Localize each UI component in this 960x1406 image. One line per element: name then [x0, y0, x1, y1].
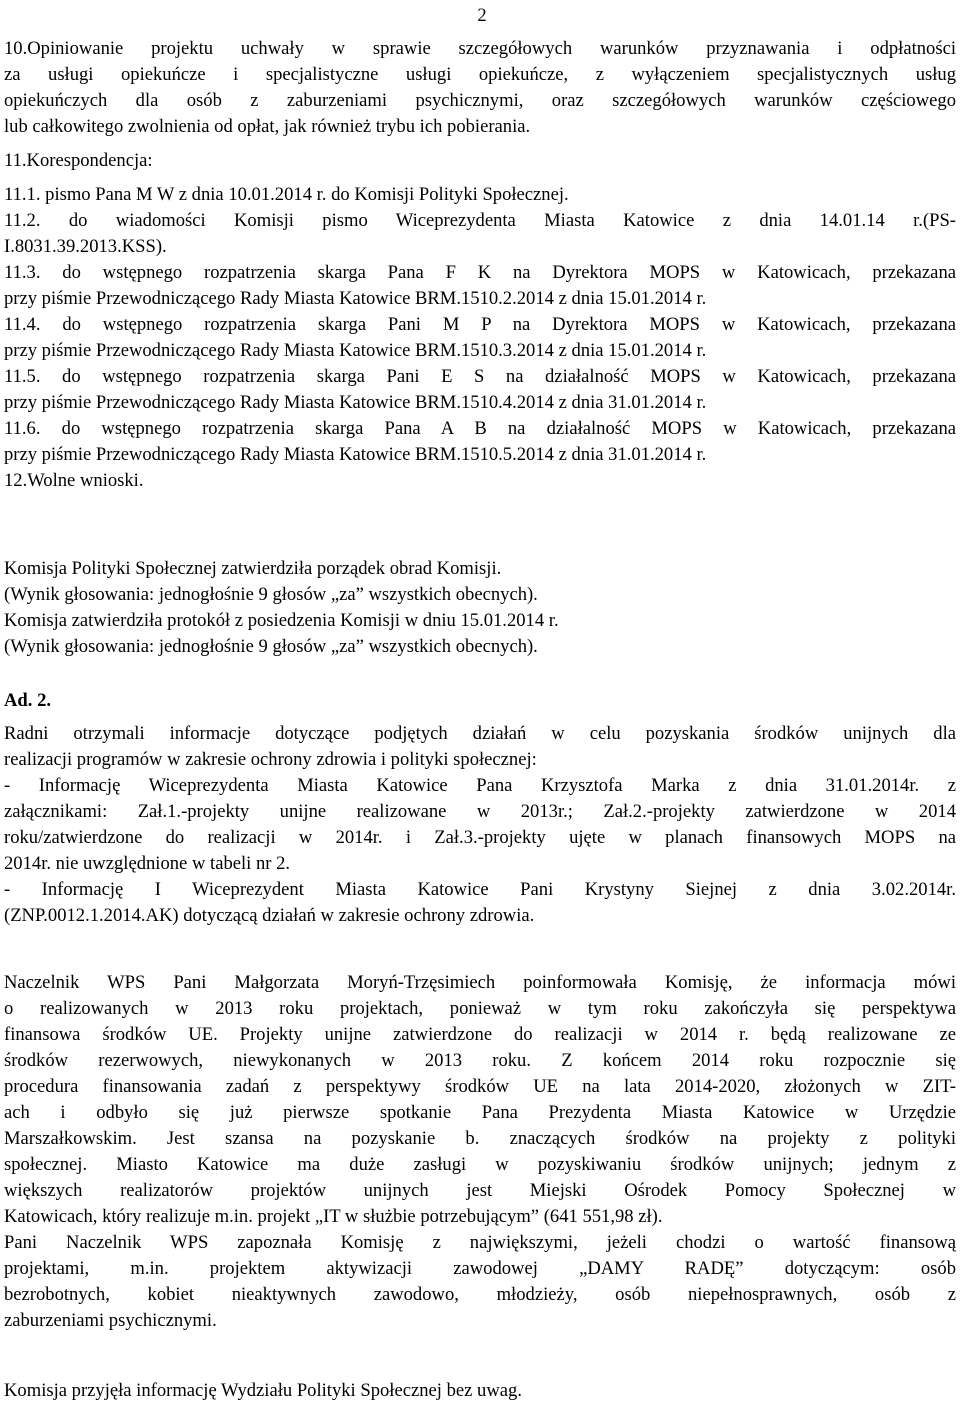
text-line: bezrobotnych, kobiet nieaktywnych zawodowo, młodzieży, osób niepełnosprawnych, osób z	[4, 1284, 956, 1305]
text-line: I.8031.39.2013.KSS).	[4, 236, 167, 257]
text-line: 11.2. do wiadomości Komisji pismo Wiceprezydenta Miasta Katowice z dnia 14.01.14 r.(PS-	[4, 210, 956, 231]
text-line: Marszałkowskim. Jest szansa na pozyskanie b. znaczących środków na projekty z polityki	[4, 1128, 956, 1149]
text-line: 11.5. do wstępnego rozpatrzenia skarga Pani E S na działalność MOPS w Katowicach, przekazana	[4, 366, 956, 387]
text-line: społecznej. Miasto Katowice ma duże zasługi w pozyskiwaniu środków unijnych; jednym z	[4, 1154, 956, 1175]
text-line: 10.Opiniowanie projektu uchwały w sprawie szczegółowych warunków przyznawania i odpłatności	[4, 38, 956, 59]
text-line: załącznikami: Zał.1.-projekty unijne realizowane w 2013r.; Zał.2.-projekty zatwierdzone w 2014	[4, 801, 956, 822]
agenda-item-12: 12.Wolne wnioski.	[4, 470, 144, 491]
text-line: za usługi opiekuńcze i specjalistyczne usługi opiekuńcze, z wyłączeniem specjalistycznych usług	[4, 64, 956, 85]
text-line: Pani Naczelnik WPS zapoznała Komisję z największymi, jeżeli chodzi o wartość finansową	[4, 1232, 956, 1253]
text-line: finansowa środków UE. Projekty unijne zatwierdzone do realizacji w 2014 r. będą realizowane ze	[4, 1024, 956, 1045]
text-line: 11.3. do wstępnego rozpatrzenia skarga Pana F K na Dyrektora MOPS w Katowicach, przekazana	[4, 262, 956, 283]
agenda-item-11-2	[4, 208, 956, 260]
text-line: Katowicach, który realizuje m.in. projekt „IT w służbie potrzebującym” (641 551,98 zł).	[4, 1206, 663, 1227]
text-line: przy piśmie Przewodniczącego Rady Miasta Katowice BRM.1510.4.2014 z dnia 31.01.2014 r.	[4, 392, 707, 413]
section-heading-text: Ad. 2.	[4, 690, 52, 711]
agenda-list	[4, 36, 956, 494]
agenda-item-10	[4, 36, 956, 140]
text-line: - Informację Wiceprezydenta Miasta Katowice Pana Krzysztofa Marka z dnia 31.01.2014r. z	[4, 775, 956, 796]
agenda-item-11-3	[4, 260, 956, 312]
text-line: (ZNP.0012.1.2014.AK) dotyczącą działań w zakresie ochrony zdrowia.	[4, 905, 535, 926]
closing-paragraph	[4, 1378, 956, 1404]
text-line: Naczelnik WPS Pani Małgorzata Moryń-Trzęsimiech poinformowała Komisję, że informacja mówi	[4, 972, 956, 993]
text-line: Radni otrzymali informacje dotyczące podjętych działań w celu pozyskania środków unijnych dla	[4, 723, 956, 744]
text-line: przy piśmie Przewodniczącego Rady Miasta Katowice BRM.1510.2.2014 z dnia 15.01.2014 r.	[4, 288, 707, 309]
text-line: realizacji programów w zakresie ochrony zdrowia i polityki społecznej:	[4, 749, 537, 770]
text-line: (Wynik głosowania: jednogłośnie 9 głosów „za” wszystkich obecnych).	[4, 584, 538, 605]
text-line: projektami, m.in. projektem aktywizacji zawodowej „DAMY RADĘ” dotyczącym: osób	[4, 1258, 956, 1279]
text-line: środków rezerwowych, niewykonanych w 2013 roku. Z końcem 2014 roku rozpocznie się	[4, 1050, 956, 1071]
text-line: o realizowanych w 2013 roku projektach, ponieważ w tym roku zakończyła się perspektywa	[4, 998, 956, 1019]
text-line: Komisja zatwierdziła protokół z posiedzenia Komisji w dniu 15.01.2014 r.	[4, 610, 559, 631]
text-line: (Wynik głosowania: jednogłośnie 9 głosów „za” wszystkich obecnych).	[4, 636, 538, 657]
info-paragraph	[4, 721, 956, 929]
agenda-item-11-5	[4, 364, 956, 416]
text-line: lub całkowitego zwolnienia od opłat, jak również trybu ich pobierania.	[4, 116, 531, 137]
text-line: roku/zatwierdzone do realizacji w 2014r. i Zał.3.-projekty ujęte w planach finansowych MOPS na	[4, 827, 956, 848]
text-line: - Informację I Wiceprezydent Miasta Katowice Pani Krystyny Siejnej z dnia 3.02.2014r.	[4, 879, 956, 900]
text-line: większych realizatorów projektów unijnych jest Miejski Ośrodek Pomocy Społecznej w	[4, 1180, 956, 1201]
text-line: opiekuńczych dla osób z zaburzeniami psychicznymi, oraz szczegółowych warunków częściowego	[4, 90, 956, 111]
text-line: przy piśmie Przewodniczącego Rady Miasta Katowice BRM.1510.5.2014 z dnia 31.01.2014 r.	[4, 444, 707, 465]
page-number: 2	[477, 5, 487, 26]
approval-block	[4, 556, 956, 660]
agenda-item-11-6	[4, 416, 956, 468]
text-line: zaburzeniami psychicznymi.	[4, 1310, 217, 1331]
text-line: 11.4. do wstępnego rozpatrzenia skarga Pani M P na Dyrektora MOPS w Katowicach, przekazana	[4, 314, 956, 335]
naczelnik-paragraph	[4, 970, 956, 1334]
section-heading	[4, 688, 956, 714]
text-line: procedura finansowania zadań z perspektywy środków UE na lata 2014-2020, złożonych w ZIT-	[4, 1076, 956, 1097]
text-line: Komisja przyjęła informację Wydziału Polityki Społecznej bez uwag.	[4, 1380, 522, 1401]
text-line: Komisja Polityki Społecznej zatwierdziła porządek obrad Komisji.	[4, 558, 502, 579]
text-line: ach i odbyło się już pierwsze spotkanie Pana Prezydenta Miasta Katowice w Urzędzie	[4, 1102, 956, 1123]
text-line: przy piśmie Przewodniczącego Rady Miasta Katowice BRM.1510.3.2014 z dnia 15.01.2014 r.	[4, 340, 707, 361]
agenda-item-11-1: 11.1. pismo Pana M W z dnia 10.01.2014 r. do Komisji Polityki Społecznej.	[4, 184, 569, 205]
agenda-item-11-4	[4, 312, 956, 364]
text-line: 2014r. nie uwzględnione w tabeli nr 2.	[4, 853, 291, 874]
agenda-item-11-title: 11.Korespondencja:	[4, 150, 153, 171]
text-line: 11.6. do wstępnego rozpatrzenia skarga Pana A B na działalność MOPS w Katowicach, przekazana	[4, 418, 956, 439]
